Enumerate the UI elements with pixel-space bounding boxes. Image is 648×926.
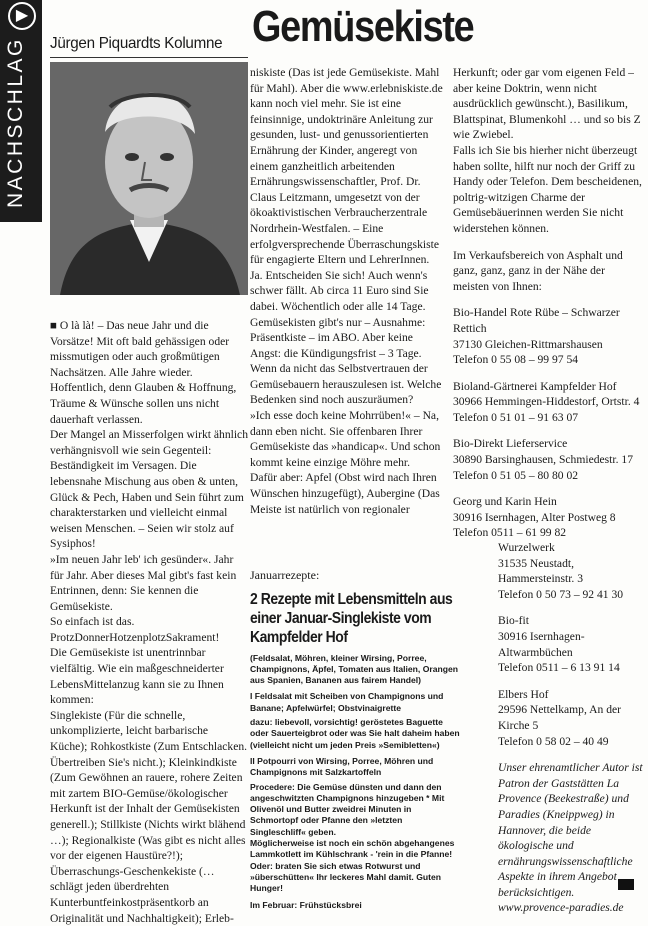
vendor-name: Bio-fit [498,614,529,628]
author-note: Unser ehrenamtlicher Autor ist Patron der Gaststätten La Provence (Beekestraße) und Paradies (Kneippweg) in Hannover, die beide ökologische und ernährungswissenschaftliche Aspekte in ihrem Angebot berücksichtigen. [498,761,643,899]
text-column-3 [453,65,643,541]
vendor-address: 30966 Hemmingen-Hiddestorf, Ortstr. 4 [453,395,640,409]
vendor-entry [453,436,643,483]
vendor-phone: Telefon 0 51 01 – 91 63 07 [453,410,579,424]
paragraph: Die Gemüsekiste ist unentrinnbar vielfältig. Wie ein maßgeschneiderter LebensMittelanzug kann sie zu Ihnen kommen: [50,646,224,707]
recipe-2-note: Möglicherweise ist noch ein schön abgehangenes Lammkotlett im Kühlschrank - 'rein in die Pfanne! Oder: braten Sie sich etwas Rotwurst und »überschütten« Ihr leckeres Mahl damit. Guten Hunger! [250,838,455,894]
vendor-entry [498,613,646,675]
paragraph: Ja. Entscheiden Sie sich! Auch wenn's schwer fällt. Ab circa 11 Euro sind Sie dabei. Wöchentlich oder alle 14 Tage. [250,268,429,313]
paragraph: Falls ich Sie bis hierher nicht überzeugt haben sollte, hilft nur noch der Griff zu Handy oder Telefon. Dem bescheidenen, poltrig-witzigen Charme der Gemüsebäuerinnen werden Sie nicht widerstehen können. [453,143,642,235]
vendor-name: Wurzelwerk [498,541,555,554]
divider [50,57,248,58]
vendor-address: 37130 Gleichen-Rittmarshausen [453,337,603,351]
paragraph: Herkunft; oder gar vom eigenen Feld – aber keine Doktrin, wenn nicht ausdrücklich gewünscht.), Basilikum, Blattspinat, Blumenkohl … und so bis Z wie Zwiebel. [453,66,641,142]
vendor-lead: Im Verkaufsbereich von Asphalt und ganz, ganz, ganz in der Nähe der meisten von Ihnen: [453,248,623,293]
magazine-logo-icon: ▶ [8,2,36,30]
vendor-name: Bio-Handel Rote Rübe – Schwarzer Rettich [453,306,620,335]
recipe-ingredients: (Feldsalat, Möhren, kleiner Wirsing, Porree, Champignons, Äpfel, Tomaten aus Italien, Orangen aus Spanien, Bananen aus fairem Handel) [250,652,459,686]
column-header: Jürgen Piquardts Kolumne [50,35,223,52]
paragraph: »Im neuen Jahr leb' ich gesünder«. Jahr für Jahr. Aber dieses Mal gibt's fast kein Entrinnen, denn: Sie kennen die Gemüsekiste. [50,552,237,613]
paragraph: Dafür aber: Apfel (Obst wird nach Ihren Wünschen hinzugefügt), Aubergine (Das Meiste ist natürlich von regionaler [250,471,440,516]
vendor-phone: Telefon 0 51 05 – 80 80 02 [453,468,579,482]
paragraph: So einfach ist das. ProtzDonnerHotzenplotzSakrament! [50,615,220,644]
vendor-entry [453,494,643,541]
vendor-entry [498,540,646,602]
paragraph: Singlekiste (Für die schnelle, unkomplizierte, leicht barbarische Küche); Rohkostkiste (Zum Entschlacken. Übertreiben Sie's nicht.); Kleinkindkiste (Zum Gewöhnen an rauere, rohere Zeiten mit zartem BIO-Gemüse/ökologischer Herkunft ist der Inhalt der Gemüsekisten generell.); Stillkiste (Nichts wirkt blähend …); Regionalkiste (Was gibt es nicht alles vor der eigenen Haustüre?!); Überraschungs-Geschenkekiste (… schlägt jeden überdrehten Kunterbuntfeinkostpräsentkorb an Originalität und Nachhaltigkeit); Erleb- [50,708,248,925]
recipe-2-title: II Potpourri von Wirsing, Porree, Möhren und Champignons mit Salzkartoffeln [250,755,434,778]
section-label: NACHSCHLAG [4,37,27,208]
vendor-phone: Telefon 0511 – 61 99 82 [453,526,567,540]
end-mark [618,879,634,890]
paragraph: ■ O là là! – Das neue Jahr und die Vorsätze! Mit oft bald gehässigen oder missmutigen oder auch großmütigen Nachsätzen. Alle Jahre wieder. Hoffentlich, denn Glauben & Hoffnung, Träume & Wünsche sollen uns nicht dauerhaft verlassen. [50,319,237,426]
author-url[interactable]: www.provence-paradies.de [498,901,624,915]
vendor-entry [453,305,643,367]
vendor-entry [453,379,643,426]
text-column-3b [498,540,646,916]
paragraph: Gemüsekisten gibt's nur – Ausnahme: Präsentkiste – im ABO. Aber keine Angst: die Kündigungsfrist – 3 Tage. Wenn da nicht das Selbstvertrauen der Gemüsebauern herauszulesen ist. Welche Bedenken sind noch auszuräumen? [250,315,442,407]
vendor-name: Bioland-Gärtnerei Kampfelder Hof [453,379,617,393]
recipe-kicker: Januarrezepte: [250,568,320,582]
vendor-address: 30916 Isernhagen, Alter Postweg 8 [453,510,616,524]
vendor-phone: Telefon 0511 – 6 13 91 14 [498,661,620,675]
recipe-box [250,568,460,911]
recipe-1-text: dazu: liebevoll, vorsichtig! geröstetes Baguette oder Sauerteigbrot oder was Sie halt daheim haben (vielleicht nicht um jeden Preis »Semibletten«) [250,717,460,750]
recipe-headline: 2 Rezepte mit Lebensmitteln aus einer Januar-Singlekiste vom Kampfelder Hof [250,590,453,646]
vendor-address: 29596 Nettelkamp, An der Kirche 5 [498,703,621,732]
text-column-1 [50,318,248,926]
vendor-address: 30916 Isernhagen-Altwarmbüchen [498,629,585,659]
vendor-address: 31535 Neustadt, Hammersteinstr. 3 [498,556,584,586]
vendor-address: 30890 Barsinghausen, Schmiedestr. 17 [453,453,634,467]
vendor-name: Georg und Karin Hein [453,495,557,509]
recipe-2-text: Procedere: Die Gemüse dünsten und dann den angeschwitzten Champignons hinzugeben * Mit Olivenöl und Butter zweidrei Minuten in Schmortopf oder Pfanne den »letzten Singleschliff« geben. [250,781,445,837]
paragraph: niskiste (Das ist jede Gemüsekiste. Mahl für Mahl). Aber die www.erlebniskiste.de kann noch viel mehr. Sie ist eine feinsinnige, undoktrinäre Anleitung zur gesunden, lust- und genussorientierten Ernährung der Kinder, angeregt von einem ganzheitlich arbeitenden Ernährungswissenschaftler, Prof. Dr. Claus Leitzmann, umgesetzt von der ökoaktivistischen Verbraucherzentrale Nordrhein-Westfalen. – Eine erfolgversprechende Überraschungskiste für engagierte Eltern und LehrerInnen. [250,66,443,267]
paragraph: Der Mangel an Misserfolgen wirkt ähnlich verhängnisvoll wie sein Gegenteil: Beständigkeit im Versagen. Die lebensnahe Mischung aus oben & unten, Glück & Pech, Haben und Sein führt zum charakterstarken und vielleicht einmal weisen Menschen. – Seien wir stolz auf Sysiphos! [50,428,249,551]
recipe-outro: Im Februar: Frühstücksbrei [250,899,362,910]
vendor-name: Elbers Hof [498,687,549,701]
vendor-phone: Telefon 0 50 73 – 92 41 30 [498,587,624,601]
text-column-2 [250,65,446,517]
vendor-name: Bio-Direkt Lieferservice [453,437,568,451]
vendor-phone: Telefon 0 58 02 – 40 49 [498,734,609,748]
paragraph: »Ich esse doch keine Mohrrüben!« – Na, dann eben nicht. Sie offenbaren Ihrer Gemüsekiste das »handicap«. Und schon kommt keine einzige Möhre mehr. [250,409,441,469]
vendor-entry [498,687,646,749]
vendor-phone: Telefon 0 55 08 – 99 97 54 [453,353,579,367]
author-portrait [50,62,248,295]
recipe-1-title: I Feldsalat mit Scheiben von Champignons und Banane; Apfelwürfel; Obstvinaigrette [250,691,444,713]
page-title: Gemüsekiste [252,2,474,51]
